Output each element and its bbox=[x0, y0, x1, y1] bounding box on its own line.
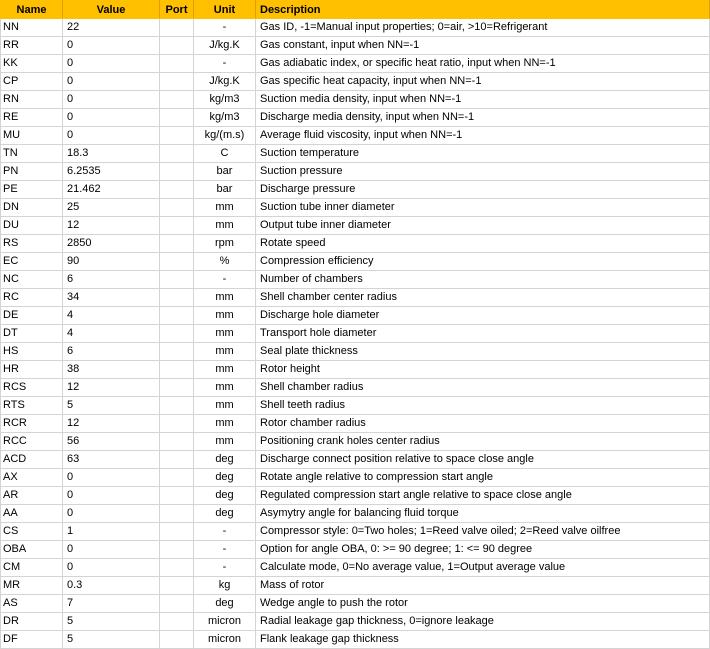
param-unit-cell: mm bbox=[194, 325, 256, 343]
param-unit-cell: bar bbox=[194, 181, 256, 199]
table-row[interactable] bbox=[1, 235, 710, 253]
param-description-cell: Positioning crank holes center radius bbox=[256, 433, 710, 451]
param-value-cell[interactable]: 0 bbox=[63, 91, 160, 109]
param-name-cell: RCR bbox=[1, 415, 63, 433]
param-port-cell[interactable] bbox=[160, 163, 194, 181]
param-value-cell[interactable]: 5 bbox=[63, 397, 160, 415]
param-unit-cell: - bbox=[194, 541, 256, 559]
param-value-cell[interactable]: 0 bbox=[63, 541, 160, 559]
param-value-cell[interactable]: 12 bbox=[63, 379, 160, 397]
param-value-cell[interactable]: 25 bbox=[63, 199, 160, 217]
param-value-cell[interactable]: 0 bbox=[63, 109, 160, 127]
param-description-cell: Option for angle OBA, 0: >= 90 degree; 1: <= 90 degree bbox=[256, 541, 710, 559]
param-unit-cell: deg bbox=[194, 505, 256, 523]
table-row[interactable] bbox=[1, 37, 710, 55]
param-description-cell: Rotate speed bbox=[256, 235, 710, 253]
param-description-cell: Shell chamber center radius bbox=[256, 289, 710, 307]
param-value-cell[interactable]: 22 bbox=[63, 19, 160, 37]
param-description-cell: Gas adiabatic index, or specific heat ratio, input when NN=-1 bbox=[256, 55, 710, 73]
column-header-unit[interactable]: Unit bbox=[194, 1, 256, 19]
param-description-cell: Gas ID, -1=Manual input properties; 0=air, >10=Refrigerant bbox=[256, 19, 710, 37]
table-row[interactable] bbox=[1, 163, 710, 181]
table-row[interactable] bbox=[1, 55, 710, 73]
table-row[interactable] bbox=[1, 91, 710, 109]
param-unit-cell: rpm bbox=[194, 235, 256, 253]
param-unit-cell: mm bbox=[194, 379, 256, 397]
table-row[interactable] bbox=[1, 559, 710, 577]
param-value-cell[interactable]: 0 bbox=[63, 73, 160, 91]
param-description-cell: Gas specific heat capacity, input when NN=-1 bbox=[256, 73, 710, 91]
column-header-name[interactable]: Name bbox=[1, 1, 63, 19]
param-port-cell[interactable] bbox=[160, 415, 194, 433]
param-name-cell: ACD bbox=[1, 451, 63, 469]
param-port-cell[interactable] bbox=[160, 379, 194, 397]
param-unit-cell: bar bbox=[194, 163, 256, 181]
param-description-cell: Rotate angle relative to compression start angle bbox=[256, 469, 710, 487]
table-row[interactable] bbox=[1, 487, 710, 505]
param-name-cell: OBA bbox=[1, 541, 63, 559]
param-description-cell: Flank leakage gap thickness bbox=[256, 631, 710, 649]
param-description-cell: Transport hole diameter bbox=[256, 325, 710, 343]
param-value-cell[interactable]: 0 bbox=[63, 505, 160, 523]
param-unit-cell: - bbox=[194, 559, 256, 577]
param-description-cell: Calculate mode, 0=No average value, 1=Output average value bbox=[256, 559, 710, 577]
param-name-cell: HS bbox=[1, 343, 63, 361]
param-description-cell: Average fluid viscosity, input when NN=-1 bbox=[256, 127, 710, 145]
param-port-cell[interactable] bbox=[160, 127, 194, 145]
table-row[interactable] bbox=[1, 19, 710, 37]
param-name-cell: RR bbox=[1, 37, 63, 55]
param-value-cell[interactable]: 6.2535 bbox=[63, 163, 160, 181]
param-value-cell[interactable]: 0 bbox=[63, 127, 160, 145]
param-name-cell: DT bbox=[1, 325, 63, 343]
param-port-cell[interactable] bbox=[160, 19, 194, 37]
param-port-cell[interactable] bbox=[160, 451, 194, 469]
param-value-cell[interactable]: 7 bbox=[63, 595, 160, 613]
param-port-cell[interactable] bbox=[160, 397, 194, 415]
param-port-cell[interactable] bbox=[160, 307, 194, 325]
param-description-cell: Number of chambers bbox=[256, 271, 710, 289]
param-name-cell: AA bbox=[1, 505, 63, 523]
param-port-cell[interactable] bbox=[160, 487, 194, 505]
param-value-cell[interactable]: 38 bbox=[63, 361, 160, 379]
table-row[interactable] bbox=[1, 505, 710, 523]
param-port-cell[interactable] bbox=[160, 109, 194, 127]
param-name-cell: RE bbox=[1, 109, 63, 127]
table-row[interactable] bbox=[1, 217, 710, 235]
param-unit-cell: deg bbox=[194, 451, 256, 469]
table-row[interactable] bbox=[1, 415, 710, 433]
param-description-cell: Suction temperature bbox=[256, 145, 710, 163]
param-name-cell: CP bbox=[1, 73, 63, 91]
param-name-cell: DE bbox=[1, 307, 63, 325]
param-description-cell: Wedge angle to push the rotor bbox=[256, 595, 710, 613]
param-description-cell: Regulated compression start angle relative to space close angle bbox=[256, 487, 710, 505]
table-row[interactable] bbox=[1, 289, 710, 307]
param-unit-cell: - bbox=[194, 19, 256, 37]
param-value-cell[interactable]: 12 bbox=[63, 415, 160, 433]
param-unit-cell: mm bbox=[194, 307, 256, 325]
param-unit-cell: micron bbox=[194, 631, 256, 649]
param-port-cell[interactable] bbox=[160, 91, 194, 109]
param-name-cell: DR bbox=[1, 613, 63, 631]
param-port-cell[interactable] bbox=[160, 325, 194, 343]
param-description-cell: Suction media density, input when NN=-1 bbox=[256, 91, 710, 109]
param-description-cell: Discharge media density, input when NN=-1 bbox=[256, 109, 710, 127]
param-description-cell: Gas constant, input when NN=-1 bbox=[256, 37, 710, 55]
param-value-cell[interactable]: 0 bbox=[63, 55, 160, 73]
param-unit-cell: kg bbox=[194, 577, 256, 595]
param-name-cell: CS bbox=[1, 523, 63, 541]
table-row[interactable] bbox=[1, 307, 710, 325]
table-row[interactable] bbox=[1, 271, 710, 289]
param-port-cell[interactable] bbox=[160, 37, 194, 55]
table-row[interactable] bbox=[1, 73, 710, 91]
table-row[interactable] bbox=[1, 469, 710, 487]
param-port-cell[interactable] bbox=[160, 199, 194, 217]
param-value-cell[interactable]: 5 bbox=[63, 613, 160, 631]
param-unit-cell: C bbox=[194, 145, 256, 163]
param-unit-cell: mm bbox=[194, 343, 256, 361]
column-header-value[interactable]: Value bbox=[63, 1, 160, 19]
param-name-cell: AS bbox=[1, 595, 63, 613]
param-port-cell[interactable] bbox=[160, 469, 194, 487]
table-row[interactable] bbox=[1, 613, 710, 631]
param-port-cell[interactable] bbox=[160, 271, 194, 289]
param-unit-cell: deg bbox=[194, 469, 256, 487]
param-name-cell: DN bbox=[1, 199, 63, 217]
param-unit-cell: kg/m3 bbox=[194, 91, 256, 109]
param-unit-cell: - bbox=[194, 523, 256, 541]
param-name-cell: NN bbox=[1, 19, 63, 37]
param-unit-cell: mm bbox=[194, 361, 256, 379]
param-name-cell: PN bbox=[1, 163, 63, 181]
table-row[interactable] bbox=[1, 181, 710, 199]
table-row[interactable] bbox=[1, 199, 710, 217]
param-unit-cell: deg bbox=[194, 487, 256, 505]
param-description-cell: Compression efficiency bbox=[256, 253, 710, 271]
table-row[interactable] bbox=[1, 433, 710, 451]
table-row[interactable] bbox=[1, 127, 710, 145]
param-unit-cell: - bbox=[194, 55, 256, 73]
param-port-cell[interactable] bbox=[160, 559, 194, 577]
param-value-cell[interactable]: 56 bbox=[63, 433, 160, 451]
table-row[interactable] bbox=[1, 109, 710, 127]
param-port-cell[interactable] bbox=[160, 433, 194, 451]
param-unit-cell: deg bbox=[194, 595, 256, 613]
param-name-cell: EC bbox=[1, 253, 63, 271]
table-row[interactable] bbox=[1, 577, 710, 595]
param-value-cell[interactable]: 12 bbox=[63, 217, 160, 235]
param-unit-cell: mm bbox=[194, 433, 256, 451]
table-row[interactable] bbox=[1, 361, 710, 379]
param-value-cell[interactable]: 4 bbox=[63, 307, 160, 325]
param-description-cell: Seal plate thickness bbox=[256, 343, 710, 361]
table-body bbox=[1, 19, 710, 649]
param-description-cell: Discharge connect position relative to space close angle bbox=[256, 451, 710, 469]
param-port-cell[interactable] bbox=[160, 631, 194, 649]
param-unit-cell: - bbox=[194, 271, 256, 289]
param-name-cell: RCS bbox=[1, 379, 63, 397]
param-port-cell[interactable] bbox=[160, 73, 194, 91]
param-value-cell[interactable]: 0 bbox=[63, 37, 160, 55]
param-value-cell[interactable]: 34 bbox=[63, 289, 160, 307]
param-name-cell: KK bbox=[1, 55, 63, 73]
param-description-cell: Asymytry angle for balancing fluid torque bbox=[256, 505, 710, 523]
param-description-cell: Shell chamber radius bbox=[256, 379, 710, 397]
param-unit-cell: kg/(m.s) bbox=[194, 127, 256, 145]
param-port-cell[interactable] bbox=[160, 217, 194, 235]
param-unit-cell: mm bbox=[194, 199, 256, 217]
param-value-cell[interactable]: 5 bbox=[63, 631, 160, 649]
column-header-description[interactable]: Description bbox=[256, 1, 710, 19]
param-port-cell[interactable] bbox=[160, 55, 194, 73]
param-value-cell[interactable]: 18.3 bbox=[63, 145, 160, 163]
param-port-cell[interactable] bbox=[160, 145, 194, 163]
param-port-cell[interactable] bbox=[160, 577, 194, 595]
param-value-cell[interactable]: 0.3 bbox=[63, 577, 160, 595]
param-unit-cell: mm bbox=[194, 289, 256, 307]
param-description-cell: Suction pressure bbox=[256, 163, 710, 181]
param-value-cell[interactable]: 0 bbox=[63, 469, 160, 487]
param-description-cell: Shell teeth radius bbox=[256, 397, 710, 415]
table-row[interactable] bbox=[1, 253, 710, 271]
table-row[interactable] bbox=[1, 541, 710, 559]
param-name-cell: RCC bbox=[1, 433, 63, 451]
param-port-cell[interactable] bbox=[160, 541, 194, 559]
param-port-cell[interactable] bbox=[160, 505, 194, 523]
table-row[interactable] bbox=[1, 343, 710, 361]
param-port-cell[interactable] bbox=[160, 235, 194, 253]
param-unit-cell: mm bbox=[194, 217, 256, 235]
param-value-cell[interactable]: 0 bbox=[63, 559, 160, 577]
param-unit-cell: % bbox=[194, 253, 256, 271]
param-name-cell: MU bbox=[1, 127, 63, 145]
param-value-cell[interactable]: 6 bbox=[63, 343, 160, 361]
param-value-cell[interactable]: 2850 bbox=[63, 235, 160, 253]
param-description-cell: Compressor style: 0=Two holes; 1=Reed valve oiled; 2=Reed valve oilfree bbox=[256, 523, 710, 541]
column-header-port[interactable]: Port bbox=[160, 1, 194, 19]
param-name-cell: NC bbox=[1, 271, 63, 289]
param-name-cell: CM bbox=[1, 559, 63, 577]
param-value-cell[interactable]: 21.462 bbox=[63, 181, 160, 199]
param-name-cell: DF bbox=[1, 631, 63, 649]
table-row[interactable] bbox=[1, 145, 710, 163]
param-description-cell: Discharge hole diameter bbox=[256, 307, 710, 325]
param-port-cell[interactable] bbox=[160, 523, 194, 541]
param-unit-cell: mm bbox=[194, 415, 256, 433]
param-unit-cell: J/kg.K bbox=[194, 37, 256, 55]
param-port-cell[interactable] bbox=[160, 253, 194, 271]
table-row[interactable] bbox=[1, 325, 710, 343]
param-name-cell: MR bbox=[1, 577, 63, 595]
table-row[interactable] bbox=[1, 379, 710, 397]
param-port-cell[interactable] bbox=[160, 289, 194, 307]
param-name-cell: RN bbox=[1, 91, 63, 109]
param-name-cell: AR bbox=[1, 487, 63, 505]
param-unit-cell: micron bbox=[194, 613, 256, 631]
param-description-cell: Discharge pressure bbox=[256, 181, 710, 199]
param-name-cell: HR bbox=[1, 361, 63, 379]
param-description-cell: Radial leakage gap thickness, 0=ignore leakage bbox=[256, 613, 710, 631]
param-value-cell[interactable]: 6 bbox=[63, 271, 160, 289]
param-unit-cell: kg/m3 bbox=[194, 109, 256, 127]
param-name-cell: PE bbox=[1, 181, 63, 199]
table-header-row bbox=[1, 1, 710, 19]
param-name-cell: AX bbox=[1, 469, 63, 487]
param-value-cell[interactable]: 1 bbox=[63, 523, 160, 541]
param-unit-cell: J/kg.K bbox=[194, 73, 256, 91]
param-description-cell: Output tube inner diameter bbox=[256, 217, 710, 235]
param-description-cell: Mass of rotor bbox=[256, 577, 710, 595]
param-value-cell[interactable]: 4 bbox=[63, 325, 160, 343]
param-value-cell[interactable]: 90 bbox=[63, 253, 160, 271]
param-value-cell[interactable]: 63 bbox=[63, 451, 160, 469]
param-description-cell: Suction tube inner diameter bbox=[256, 199, 710, 217]
table-row[interactable] bbox=[1, 523, 710, 541]
param-name-cell: RS bbox=[1, 235, 63, 253]
param-port-cell[interactable] bbox=[160, 595, 194, 613]
param-name-cell: TN bbox=[1, 145, 63, 163]
param-port-cell[interactable] bbox=[160, 343, 194, 361]
param-description-cell: Rotor height bbox=[256, 361, 710, 379]
table-row[interactable] bbox=[1, 595, 710, 613]
param-value-cell[interactable]: 0 bbox=[63, 487, 160, 505]
table-row[interactable] bbox=[1, 451, 710, 469]
param-port-cell[interactable] bbox=[160, 181, 194, 199]
param-unit-cell: mm bbox=[194, 397, 256, 415]
param-name-cell: RC bbox=[1, 289, 63, 307]
param-description-cell: Rotor chamber radius bbox=[256, 415, 710, 433]
param-port-cell[interactable] bbox=[160, 361, 194, 379]
param-port-cell[interactable] bbox=[160, 613, 194, 631]
param-name-cell: RTS bbox=[1, 397, 63, 415]
table-row[interactable] bbox=[1, 397, 710, 415]
param-name-cell: DU bbox=[1, 217, 63, 235]
table-row[interactable] bbox=[1, 631, 710, 649]
